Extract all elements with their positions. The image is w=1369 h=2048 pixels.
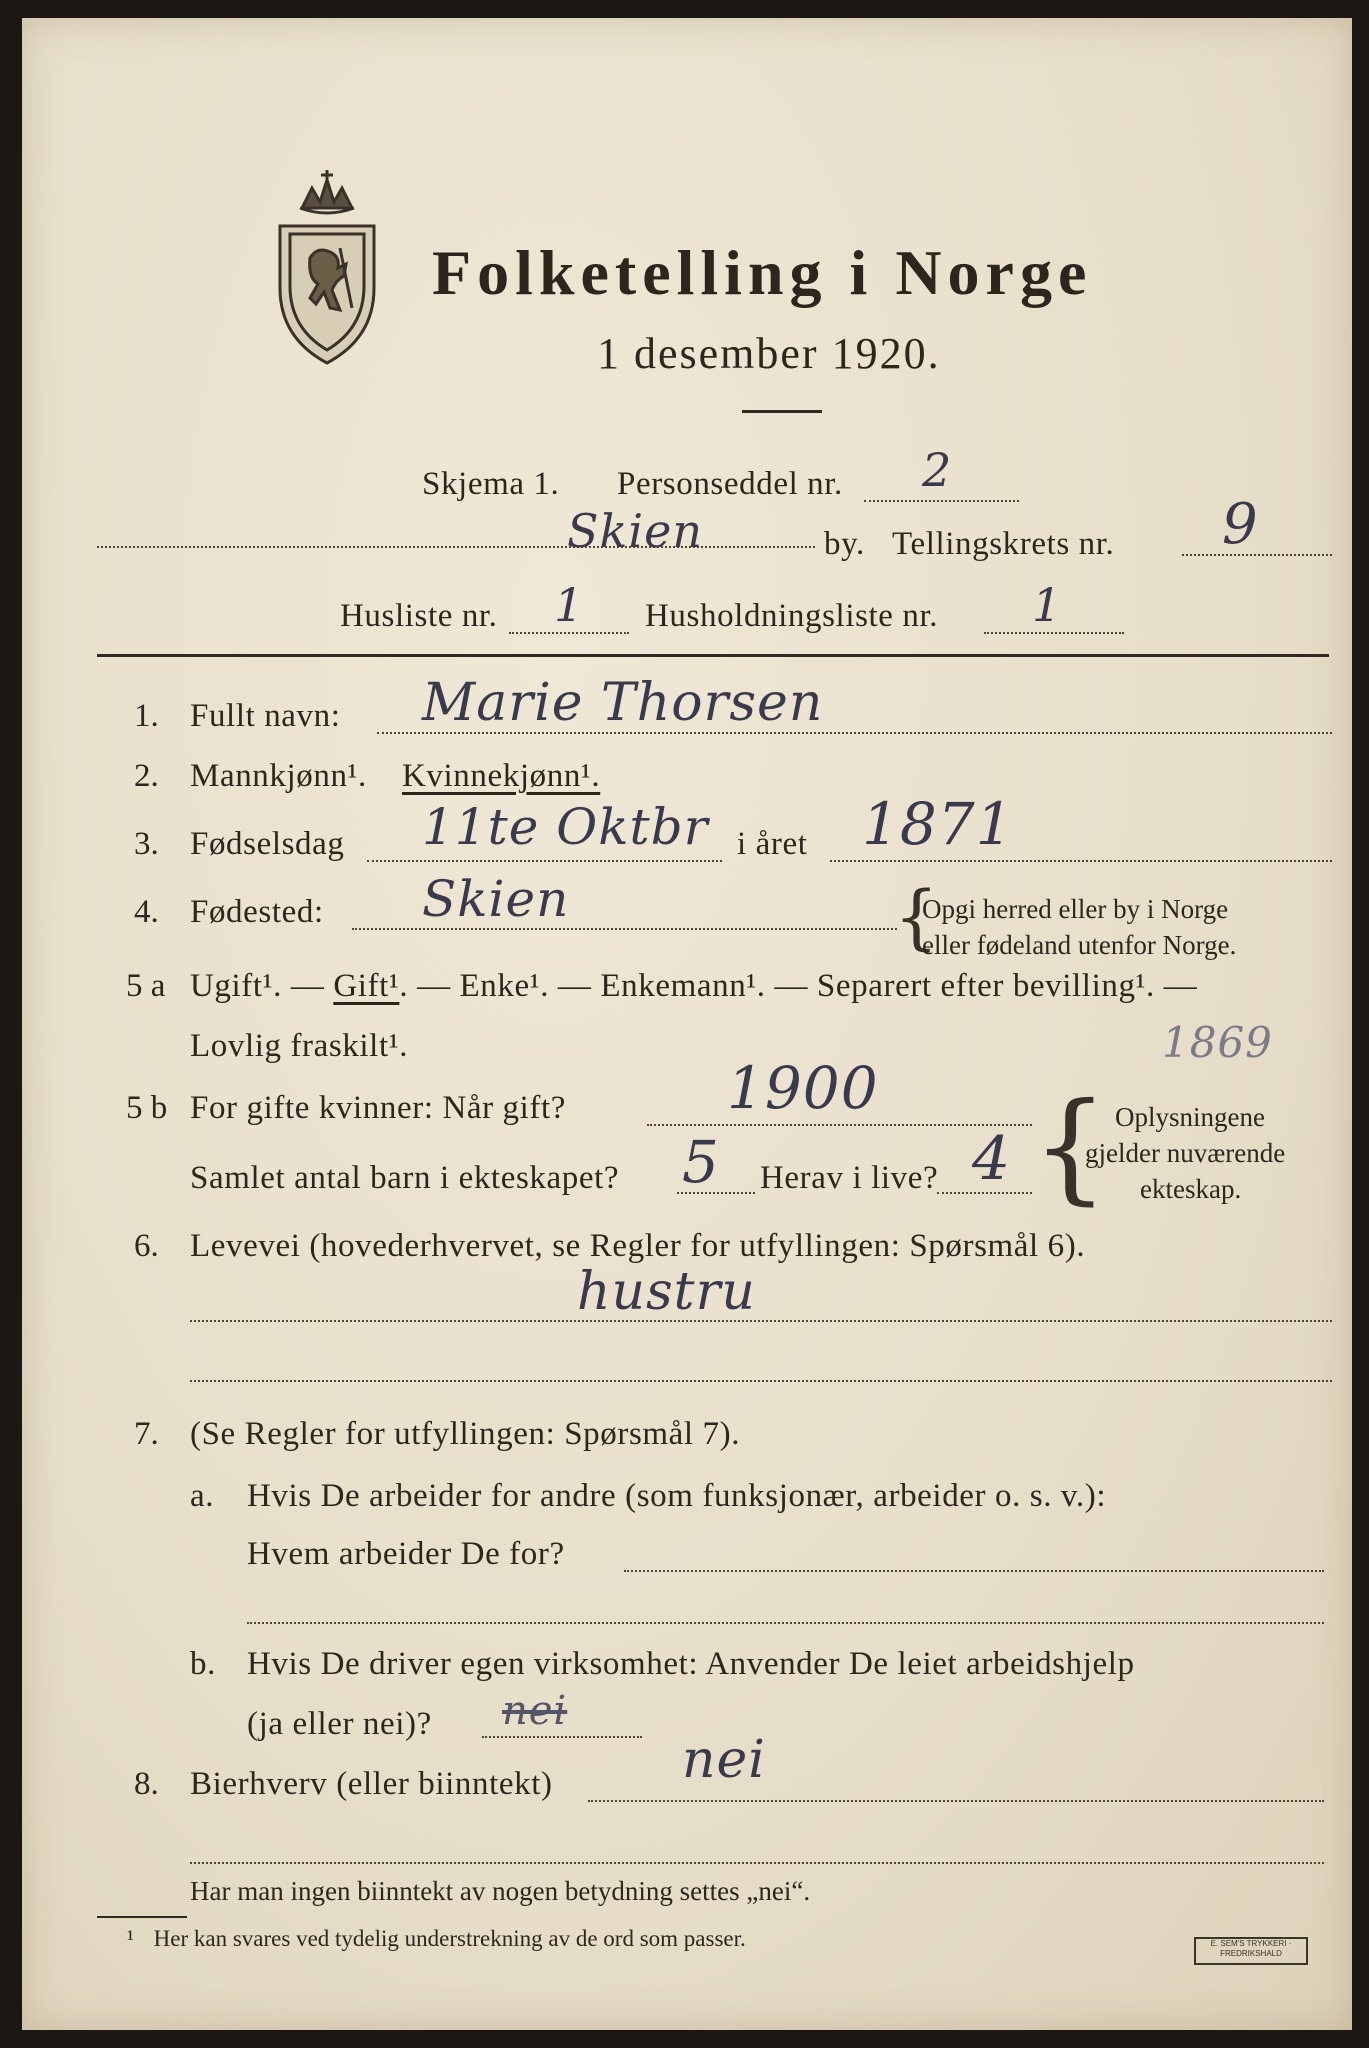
birth-place-value: Skien <box>422 870 570 928</box>
personseddel-value: 2 <box>922 443 953 497</box>
husholdning-label: Husholdningsliste nr. <box>645 598 939 634</box>
q3-label: Fødselsdag <box>190 826 345 862</box>
q5b-note-brace: { <box>1032 1078 1109 1217</box>
married-year-value: 1900 <box>727 1054 879 1122</box>
q7a-letter: a. <box>190 1478 215 1514</box>
tellingskrets-value: 9 <box>1222 492 1259 557</box>
footnote-divider <box>97 1916 187 1918</box>
occupation-value: hustru <box>577 1262 756 1322</box>
hired-help-value-struck: nei <box>502 1688 568 1734</box>
husliste-label: Husliste nr. <box>340 598 498 634</box>
q7b-field-line <box>482 1736 642 1738</box>
form-date: 1 desember 1920. <box>597 329 941 378</box>
children-total-value: 5 <box>682 1128 720 1196</box>
unmarried-option: Ugift¹. — <box>190 968 325 1004</box>
q6-field-line-1 <box>190 1320 1332 1322</box>
q1-number: 1. <box>134 698 159 734</box>
q4-note-brace: { <box>894 876 939 958</box>
q8-label: Bierhverv (eller biinntekt) <box>190 1766 553 1802</box>
divorced-option: Lovlig fraskilt¹. <box>190 1028 409 1064</box>
husliste-value: 1 <box>554 578 585 632</box>
q6-number: 6. <box>134 1228 159 1264</box>
skjema-label: Skjema 1. <box>422 466 560 502</box>
q6-field-line-2 <box>190 1380 1332 1382</box>
married-when-label: For gifte kvinner: Når gift? <box>190 1090 567 1126</box>
q2-number: 2. <box>134 758 159 794</box>
husholdning-field-line <box>984 632 1124 634</box>
city-field-line <box>97 546 815 548</box>
husholdning-value: 1 <box>1032 578 1063 632</box>
by-label: by. <box>824 526 865 562</box>
header-divider <box>97 654 1329 657</box>
q5a-options-line1 <box>190 968 1197 1005</box>
form-title: Folketelling i Norge <box>432 237 1093 308</box>
male-option: Mannkjønn¹. <box>190 758 367 794</box>
married-option-underlined: Gift¹ <box>333 968 400 1004</box>
children-alive-label: Herav i live? <box>760 1160 939 1196</box>
q7a-line1: Hvis De arbeider for andre (som funksjonær, arbeider o. s. v.): <box>247 1478 1107 1514</box>
footnote <box>127 1926 746 1952</box>
q7a-line2: Hvem arbeider De for? <box>247 1536 565 1572</box>
footnote-mark: ¹ <box>127 1926 134 1951</box>
q7b-letter: b. <box>190 1646 216 1682</box>
q3-year-field-line <box>830 860 1332 862</box>
q4-note-line1: Opgi herred eller by i Norge <box>922 894 1229 924</box>
census-form <box>22 18 1352 2030</box>
q5b-note-line2 <box>1085 1138 1285 1169</box>
personseddel-field-line <box>864 500 1019 502</box>
tellingskrets-label: Tellingskrets nr. <box>892 526 1115 562</box>
city-value: Skien <box>567 504 703 558</box>
norwegian-coat-of-arms-icon <box>262 168 392 368</box>
q5b-note-line2-text: gjelder nuværende <box>1085 1138 1286 1168</box>
q7-label: (Se Regler for utfyllingen: Spørsmål 7). <box>190 1416 741 1452</box>
q7-number: 7. <box>134 1416 159 1452</box>
birth-day-value: 11te Oktbr <box>422 798 709 856</box>
husliste-field-line <box>509 632 629 634</box>
female-option-underlined: Kvinnekjønn¹. <box>402 758 601 794</box>
q8-number: 8. <box>134 1766 159 1802</box>
footnote-text: Her kan svares ved tydelig understrekning av de ord som passer. <box>153 1926 746 1951</box>
q5b-note-line3: ekteskap. <box>1140 1174 1242 1204</box>
q5b-number: 5 b <box>126 1090 168 1126</box>
birth-year-value: 1871 <box>862 790 1014 858</box>
q4-field-line <box>352 928 897 930</box>
q7a-field-line-1 <box>624 1570 1324 1572</box>
children-alive-value: 4 <box>972 1124 1012 1194</box>
q5a-number: 5 a <box>126 968 166 1004</box>
q8-field-line-1 <box>588 1800 1324 1802</box>
q3-year-label: i året <box>737 826 808 862</box>
q7a-field-line-2 <box>247 1622 1324 1624</box>
q4-note-line2: eller fødeland utenfor Norge. <box>922 930 1237 960</box>
q7b-line2: (ja eller nei)? <box>247 1706 432 1742</box>
children-total-label: Samlet antal barn i ekteskapet? <box>190 1160 620 1196</box>
q6-label: Levevei (hovederhvervet, se Regler for utfyllingen: Spørsmål 6). <box>190 1228 1086 1264</box>
q7b-line1: Hvis De driver egen virksomhet: Anvender De leiet arbeidshjelp <box>247 1646 1135 1682</box>
q4-label: Fødested: <box>190 894 324 930</box>
full-name-value: Marie Thorsen <box>422 673 824 733</box>
printer-stamp: E. SEM'S TRYKKERI · FREDRIKSHALD <box>1194 1937 1308 1965</box>
q3-number: 3. <box>134 826 159 862</box>
no-income-note: Har man ingen biinntekt av nogen betydning settes „nei“. <box>190 1876 811 1906</box>
margin-note-year: 1869 <box>1162 1018 1273 1067</box>
q4-number: 4. <box>134 894 159 930</box>
title-divider <box>742 410 822 413</box>
q3-field-line <box>367 860 722 862</box>
q5b-note-line1: Oplysningene <box>1115 1102 1265 1132</box>
personseddel-label: Personseddel nr. <box>617 466 843 502</box>
q1-label: Fullt navn: <box>190 698 341 734</box>
q8-field-line-2 <box>190 1862 1324 1864</box>
other-status-options: . — Enke¹. — Enkemann¹. — Separert efter bevilling¹. — <box>399 968 1198 1004</box>
side-income-value: nei <box>682 1730 766 1790</box>
